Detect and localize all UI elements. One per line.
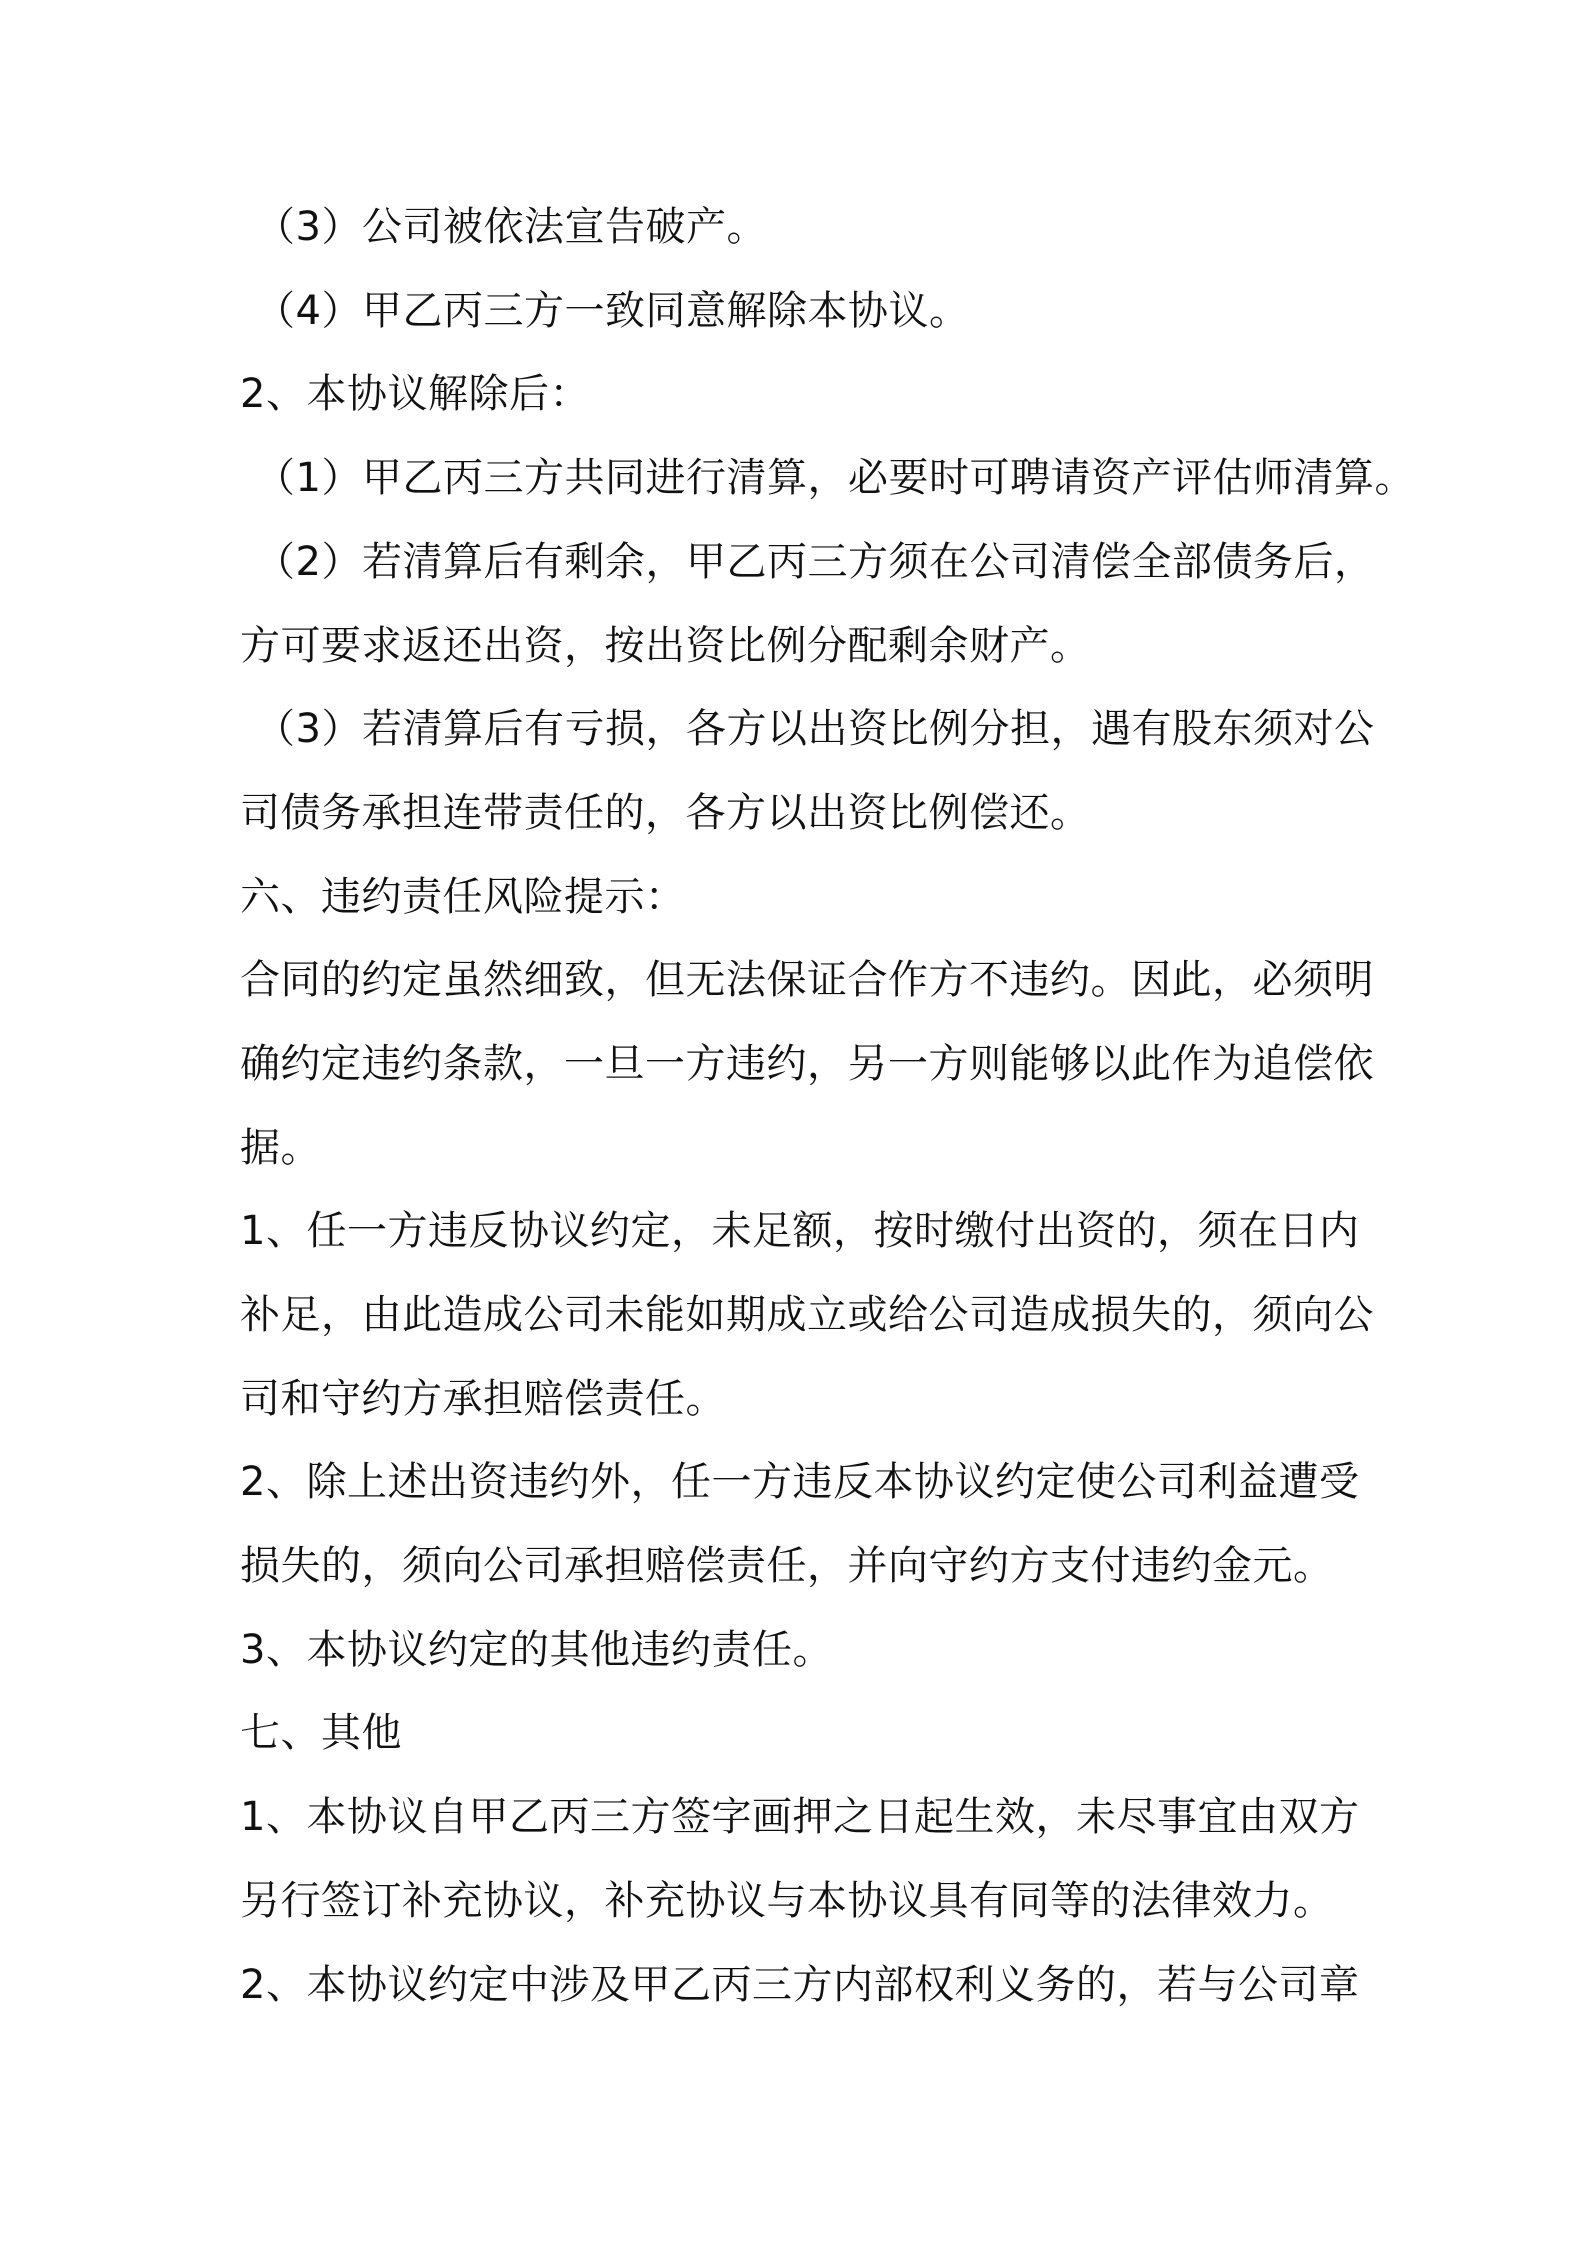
text-line: 3、本协议约定的其他违约责任。 bbox=[240, 1627, 833, 1673]
text-line: 据。 bbox=[240, 1125, 321, 1171]
text-line: 2、除上述出资违约外，任一方违反本协议约定使公司利益遭受 bbox=[240, 1459, 1360, 1505]
text-line: 确约定违约条款，一旦一方违约，另一方则能够以此作为追偿依 bbox=[240, 1041, 1374, 1087]
text-line: 补足，由此造成公司未能如期成立或给公司造成损失的，须向公 bbox=[240, 1292, 1374, 1338]
text-line: 2、本协议解除后： bbox=[240, 371, 590, 417]
text-line: （3）公司被依法宣告破产。 bbox=[255, 204, 767, 250]
text-line: 合同的约定虽然细致，但无法保证合作方不违约。因此，必须明 bbox=[240, 957, 1374, 1003]
text-line: 方可要求返还出资，按出资比例分配剩余财产。 bbox=[240, 623, 1091, 669]
text-line: （3）若清算后有亏损，各方以出资比例分担，遇有股东须对公 bbox=[255, 706, 1375, 752]
text-line: （1）甲乙丙三方共同进行清算，必要时可聘请资产评估师清算。 bbox=[255, 455, 1415, 501]
text-line: 1、本协议自甲乙丙三方签字画押之日起生效，未尽事宜由双方 bbox=[240, 1794, 1360, 1840]
text-line: （4）甲乙丙三方一致同意解除本协议。 bbox=[255, 288, 970, 334]
text-line: 损失的，须向公司承担赔偿责任，并向守约方支付违约金元。 bbox=[240, 1543, 1334, 1589]
text-line: （2）若清算后有剩余，甲乙丙三方须在公司清偿全部债务后， bbox=[255, 539, 1375, 585]
text-line: 1、任一方违反协议约定，未足额，按时缴付出资的，须在日内 bbox=[240, 1208, 1360, 1254]
text-line: 司债务承担连带责任的，各方以出资比例偿还。 bbox=[240, 790, 1091, 836]
section-heading: 七、其他 bbox=[240, 1710, 402, 1756]
section-heading: 六、违约责任风险提示： bbox=[240, 874, 686, 920]
text-line: 2、本协议约定中涉及甲乙丙三方内部权利义务的，若与公司章 bbox=[240, 1962, 1360, 2008]
text-line: 司和守约方承担赔偿责任。 bbox=[240, 1376, 726, 1422]
text-line: 另行签订补充协议，补充协议与本协议具有同等的法律效力。 bbox=[240, 1878, 1334, 1924]
